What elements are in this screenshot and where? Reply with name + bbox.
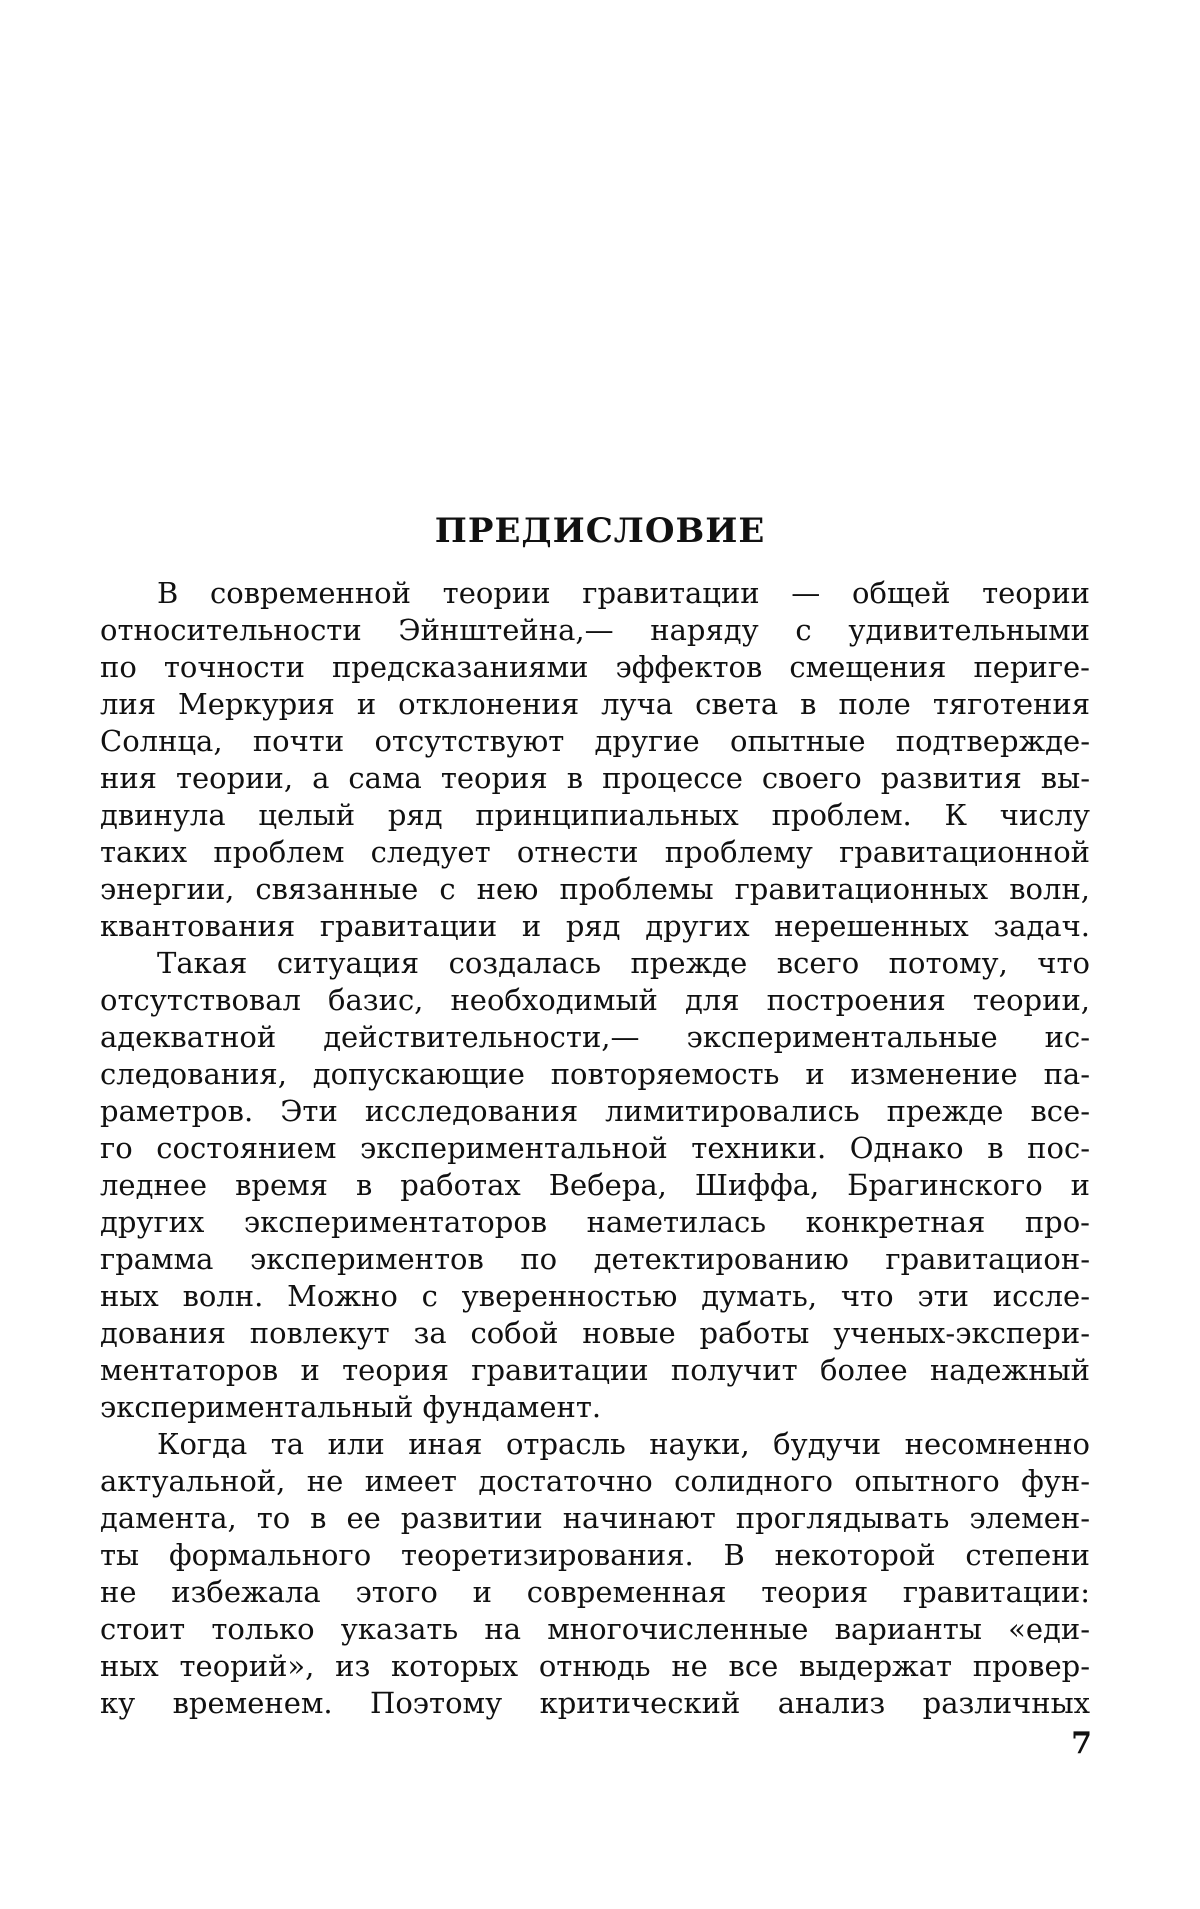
text-line: ку временем. Поэтому критический анализ различных: [100, 1686, 1090, 1720]
page-title: ПРЕДИСЛОВИЕ: [434, 510, 766, 551]
text-line: раметров. Эти исследования лимитировались прежде все-: [100, 1094, 1090, 1128]
text-line: ния теории, а сама теория в процессе своего развития вы-: [100, 761, 1090, 795]
text-line: дамента, то в ее развитии начинают проглядывать элемен-: [100, 1501, 1090, 1535]
paragraph-2: [100, 945, 1090, 1426]
text-line: двинула целый ряд принципиальных проблем. К числу: [100, 798, 1090, 832]
body-text: [100, 575, 1090, 1722]
text-line: энергии, связанные с нею проблемы гравитационных волн,: [100, 872, 1090, 906]
text-line: ных волн. Можно с уверенностью думать, что эти иссле-: [100, 1279, 1090, 1313]
text-line: других экспериментаторов наметилась конкретная про-: [100, 1205, 1090, 1239]
page-number: 7: [1071, 1726, 1092, 1761]
text-line: грамма экспериментов по детектированию гравитацион-: [100, 1242, 1090, 1276]
text-line: дования повлекут за собой новые работы ученых-экспери-: [100, 1316, 1090, 1350]
paragraph-3: [100, 1426, 1090, 1722]
text-line: го состоянием экспериментальной техники. Однако в пос-: [100, 1131, 1090, 1165]
text-line: леднее время в работах Вебера, Шиффа, Брагинского и: [100, 1168, 1090, 1202]
text-line: стоит только указать на многочисленные варианты «еди-: [100, 1612, 1090, 1646]
text-line: квантования гравитации и ряд других нерешенных задач.: [100, 909, 1090, 943]
text-line: ты формального теоретизирования. В некоторой степени: [100, 1538, 1090, 1572]
paragraph-1: [100, 575, 1090, 945]
text-line: адекватной действительности,— экспериментальные ис-: [100, 1020, 1090, 1054]
text-line: ментаторов и теория гравитации получит более надежный: [100, 1353, 1090, 1387]
text-line: относительности Эйнштейна,— наряду с удивительными: [100, 613, 1090, 647]
text-line: Солнца, почти отсутствуют другие опытные подтвержде-: [100, 724, 1090, 758]
text-line: ных теорий», из которых отнюдь не все выдержат провер-: [100, 1649, 1090, 1683]
text-line: экспериментальный фундамент.: [100, 1390, 602, 1424]
text-line: не избежала этого и современная теория гравитации:: [100, 1575, 1090, 1609]
text-line: актуальной, не имеет достаточно солидного опытного фун-: [100, 1464, 1090, 1498]
text-line: В современной теории гравитации — общей теории: [157, 576, 1090, 610]
text-line: лия Меркурия и отклонения луча света в поле тяготения: [100, 687, 1090, 721]
text-line: следования, допускающие повторяемость и изменение па-: [100, 1057, 1090, 1091]
text-line: таких проблем следует отнести проблему гравитационной: [100, 835, 1090, 869]
text-line: Когда та или иная отрасль науки, будучи несомненно: [157, 1427, 1090, 1461]
text-line: отсутствовал базис, необходимый для построения теории,: [100, 983, 1090, 1017]
text-line: Такая ситуация создалась прежде всего потому, что: [157, 946, 1090, 980]
text-line: по точности предсказаниями эффектов смещения периге-: [100, 650, 1090, 684]
